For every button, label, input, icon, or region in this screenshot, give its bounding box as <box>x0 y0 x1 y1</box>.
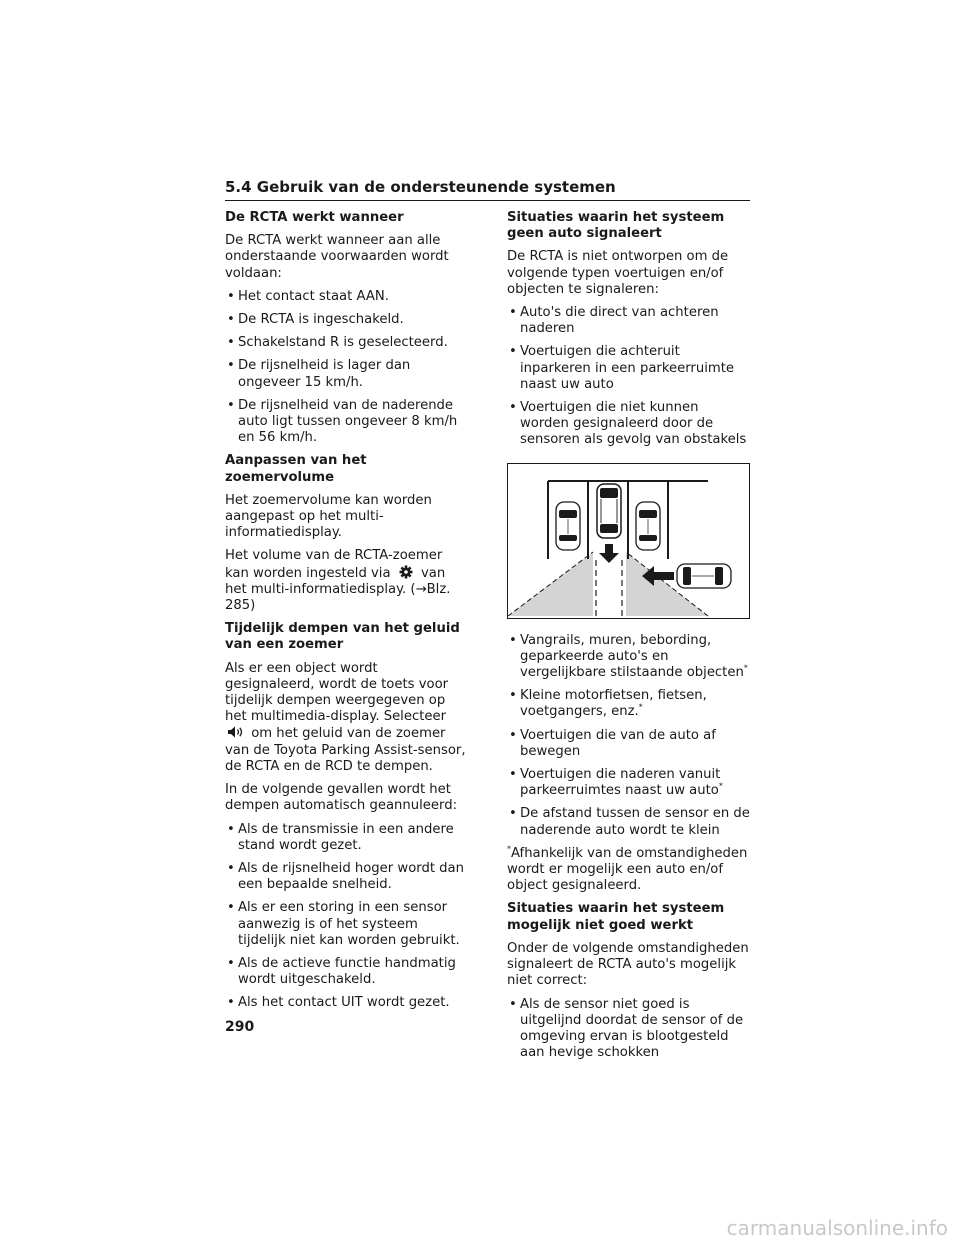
footnote: *Afhankelijk van de omstandigheden wordt er mogelijk een auto en/of object gesignaleerd. <box>507 844 748 894</box>
list-item: • Als de rijsnelheid hoger wordt dan een bepaalde snelheid. <box>225 861 469 893</box>
text-mute-b: om het geluid van de zoemer van de Toyota Parking Assist-sensor, de RCTA en de RCD te dempen. <box>225 726 466 774</box>
text-volume-b: van het multi-informatiedisplay. (→Blz. 285) <box>225 565 451 614</box>
list-item: • Auto's die direct van achteren naderen <box>507 305 751 337</box>
list-item: • De rijsnelheid van de naderende auto ligt tussen ongeveer 8 km/h en 56 km/h. <box>225 398 469 447</box>
page-number: 290 <box>225 1019 255 1035</box>
list-not-detected <box>507 305 751 449</box>
list-not-well <box>507 997 751 1062</box>
list-item: • Als er een storing in een sensor aanwezig is of het systeem tijdelijk niet kan worden gebruikt. <box>225 900 469 949</box>
list-item: • Het contact staat AAN. <box>225 289 469 305</box>
list-item: • Als de transmissie in een andere stand wordt gezet. <box>225 822 469 854</box>
heading-not-well: Situaties waarin het systeem mogelijk niet goed werkt <box>507 901 725 933</box>
list-item: • Als de actieve functie handmatig wordt uitgeschakeld. <box>225 956 469 988</box>
paragraph-mute <box>225 661 469 775</box>
heading-rcta-works: De RCTA werkt wanneer <box>225 210 404 225</box>
section-header: 5.4 Gebruik van de ondersteunende systemen <box>225 178 750 201</box>
heading-volume: Aanpassen van het zoemervolume <box>225 453 367 485</box>
own-car <box>597 484 621 538</box>
paragraph-not-detected: De RCTA is niet ontworpen om de volgende typen voertuigen en/of objecten te signaleren: <box>507 249 729 297</box>
paragraph-cancel: In de volgende gevallen wordt het dempen automatisch geannuleerd: <box>225 782 458 814</box>
list-item: • Voertuigen die naderen vanuit parkeerruimtes naast uw auto* <box>507 767 751 799</box>
heading-not-detected: Situaties waarin het systeem geen auto signaleert <box>507 210 725 242</box>
left-column <box>225 210 469 1019</box>
rcta-illustration <box>507 463 750 619</box>
list-item: • De afstand tussen de sensor en de naderende auto wordt te klein <box>507 806 751 838</box>
list-not-detected-2 <box>507 633 751 839</box>
list-cancel-conditions <box>225 822 469 1012</box>
paragraph-volume-2 <box>225 548 469 614</box>
gear-icon <box>395 565 417 579</box>
watermark: carmanualsonline.info <box>726 1215 948 1240</box>
paragraph-volume-1: Het zoemervolume kan worden aangepast op het multi-informatiedisplay. <box>225 492 432 541</box>
list-item: • De rijsnelheid is lager dan ongeveer 15 km/h. <box>225 358 469 390</box>
list-item: • Kleine motorfietsen, fietsen, voetgangers, enz.* <box>507 688 751 720</box>
reverse-arrow-icon <box>599 544 619 563</box>
list-item: • Voertuigen die achteruit inparkeren in een parkeerruimte naast uw auto <box>507 344 751 393</box>
text-mute-a: Als er een object wordt gesignaleerd, wordt de toets voor tijdelijk dempen weergegeven op het multimedia-display. Selecteer <box>225 660 449 725</box>
list-item: • Als de sensor niet goed is uitgelijnd doordat de sensor of de omgeving ervan is blootgesteld aan hevige schokken <box>507 997 751 1062</box>
list-item: • Schakelstand R is geselecteerd. <box>225 335 469 351</box>
list-item: • Voertuigen die niet kunnen worden gesignaleerd door de sensoren als gevolg van obstakels <box>507 400 751 449</box>
list-works-conditions <box>225 289 469 447</box>
paragraph-rcta-works: De RCTA werkt wanneer aan alle onderstaande voorwaarden wordt voldaan: <box>225 233 449 281</box>
parked-car-left <box>556 502 580 550</box>
parked-car-right <box>636 502 660 550</box>
list-item: • Voertuigen die van de auto af bewegen <box>507 728 751 760</box>
text-volume-a: Het volume van de RCTA-zoemer kan worden ingesteld via <box>225 548 443 581</box>
list-item: • De RCTA is ingeschakeld. <box>225 312 469 328</box>
list-item: • Als het contact UIT wordt gezet. <box>225 995 469 1011</box>
heading-mute: Tijdelijk dempen van het geluid van een zoemer <box>225 621 460 653</box>
approaching-car <box>677 564 731 588</box>
list-item: • Vangrails, muren, bebording, geparkeerde auto's en vergelijkbare stilstaande objecten* <box>507 633 751 682</box>
right-column <box>507 210 751 1068</box>
paragraph-not-well: Onder de volgende omstandigheden signaleert de RCTA auto's mogelijk niet correct: <box>507 940 749 989</box>
speaker-mute-icon <box>225 725 247 739</box>
